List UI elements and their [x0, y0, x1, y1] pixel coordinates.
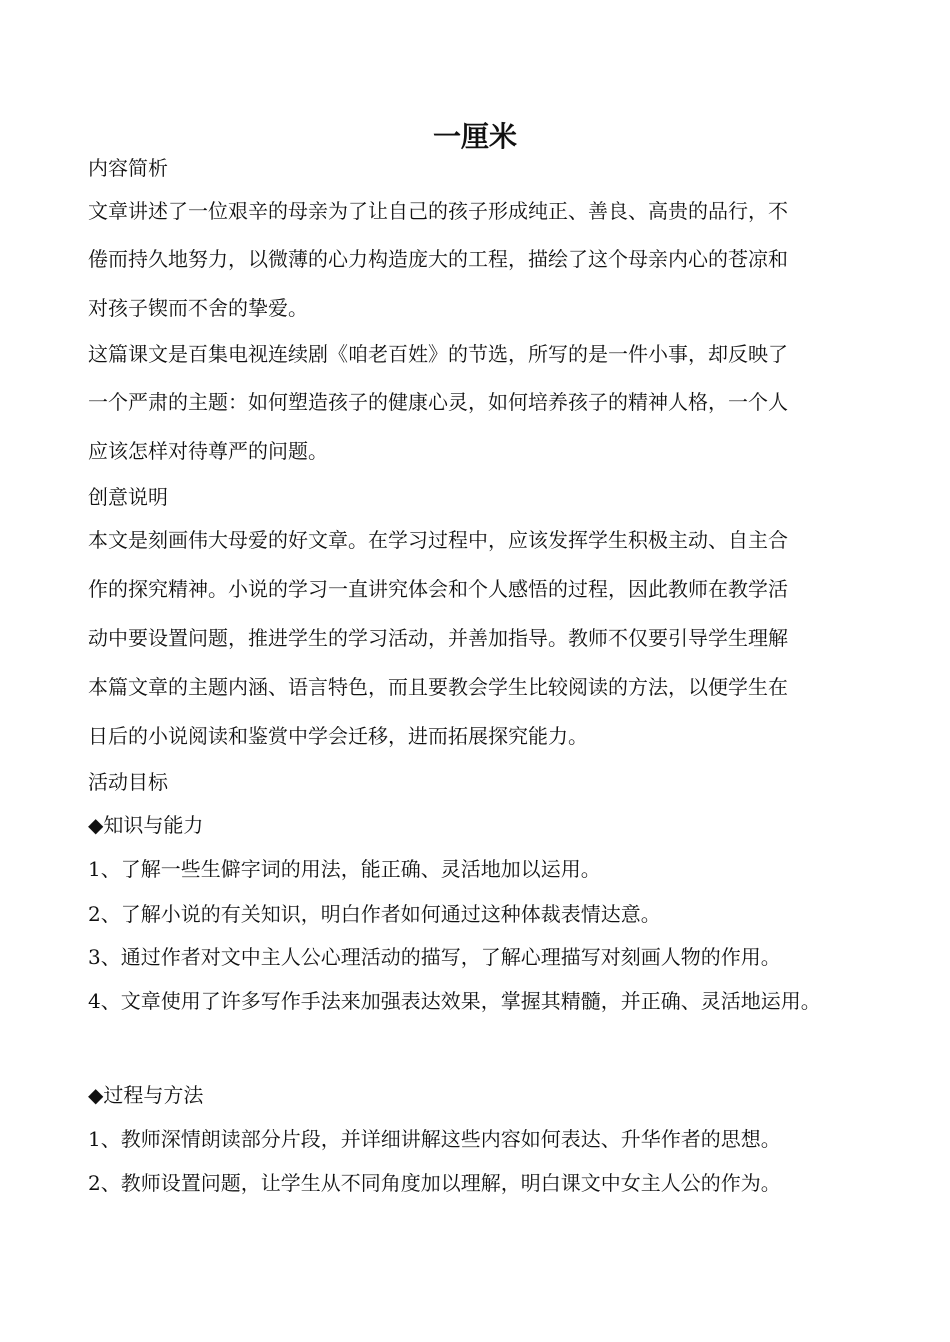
section-heading-activity-goals: 活动目标 — [88, 770, 168, 794]
list-item: 4、文章使用了许多写作手法来加强表达效果，掌握其精髓，并正确、灵活地运用。 — [88, 989, 821, 1013]
list-item: 1、教师深情朗读部分片段，并详细讲解这些内容如何表达、升华作者的思想。 — [88, 1127, 781, 1151]
paragraph-line: 对孩子锲而不舍的挚爱。 — [88, 296, 308, 320]
paragraph-line: 倦而持久地努力，以微薄的心力构造庞大的工程，描绘了这个母亲内心的苍凉和 — [88, 247, 788, 271]
paragraph-line: 应该怎样对待尊严的问题。 — [88, 439, 328, 463]
paragraph-line: 动中要设置问题，推进学生的学习活动，并善加指导。教师不仅要引导学生理解 — [88, 626, 788, 650]
subsection-heading-process: ◆过程与方法 — [88, 1083, 204, 1107]
paragraph-line: 日后的小说阅读和鉴赏中学会迁移，进而拓展探究能力。 — [88, 724, 588, 748]
document-title: 一厘米 — [432, 120, 517, 153]
list-item: 2、了解小说的有关知识，明白作者如何通过这种体裁表情达意。 — [88, 902, 661, 926]
paragraph-line: 作的探究精神。小说的学习一直讲究体会和个人感悟的过程，因此教师在教学活 — [88, 577, 788, 601]
section-heading-content-analysis: 内容简析 — [88, 156, 168, 180]
paragraph-line: 本文是刻画伟大母爱的好文章。在学习过程中，应该发挥学生积极主动、自主合 — [88, 528, 788, 552]
paragraph-line: 一个严肃的主题：如何塑造孩子的健康心灵，如何培养孩子的精神人格，一个人 — [88, 390, 788, 414]
section-heading-creative-notes: 创意说明 — [88, 485, 168, 509]
paragraph-line: 文章讲述了一位艰辛的母亲为了让自己的孩子形成纯正、善良、高贵的品行，不 — [88, 199, 788, 223]
paragraph-line: 这篇课文是百集电视连续剧《咱老百姓》的节选，所写的是一件小事，却反映了 — [88, 342, 788, 366]
subsection-heading-knowledge: ◆知识与能力 — [88, 813, 204, 837]
list-item: 3、通过作者对文中主人公心理活动的描写，了解心理描写对刻画人物的作用。 — [88, 945, 781, 969]
list-item: 1、了解一些生僻字词的用法，能正确、灵活地加以运用。 — [88, 857, 601, 881]
list-item: 2、教师设置问题，让学生从不同角度加以理解，明白课文中女主人公的作为。 — [88, 1171, 781, 1195]
paragraph-line: 本篇文章的主题内涵、语言特色，而且要教会学生比较阅读的方法，以便学生在 — [88, 675, 788, 699]
